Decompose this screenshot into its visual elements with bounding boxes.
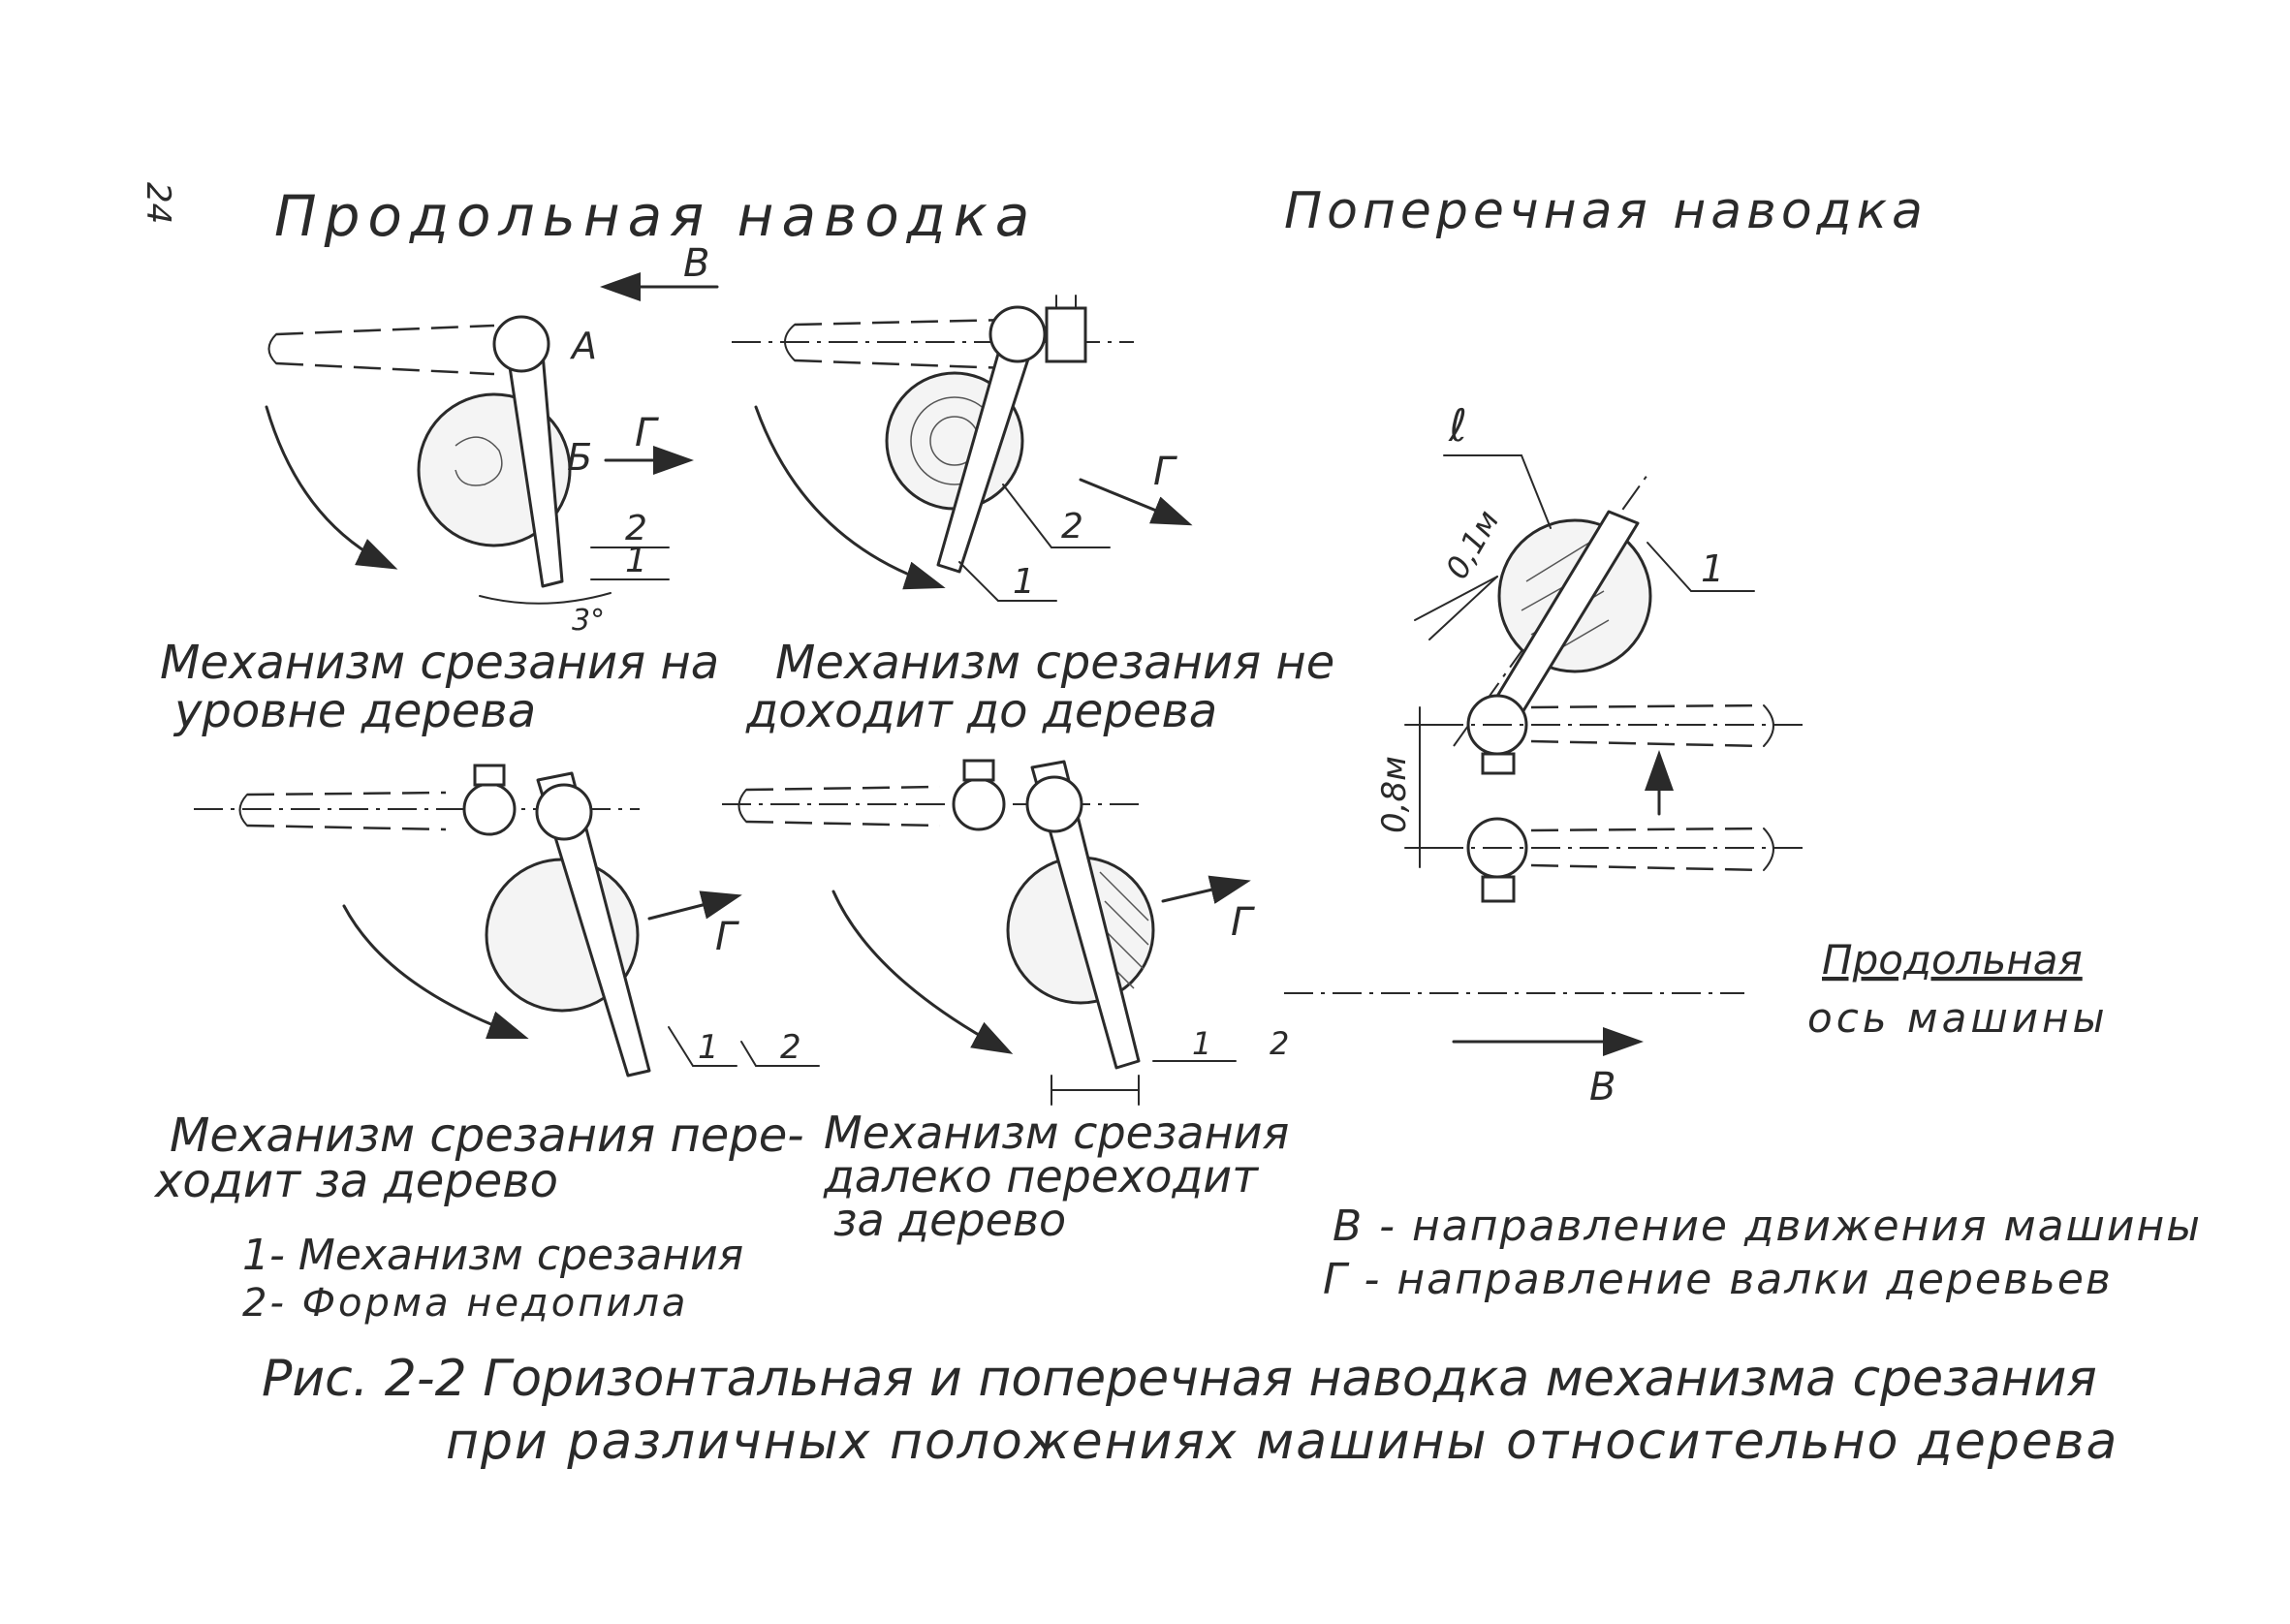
caption-3-line-2: ходит за дерево xyxy=(155,1154,558,1208)
point-a-label: А xyxy=(572,325,597,367)
mark-2: 2 xyxy=(1270,1025,1290,1062)
mark-1: 1 xyxy=(1192,1025,1212,1062)
mark-1: 1 xyxy=(1013,562,1035,602)
boom-dashed xyxy=(276,326,494,374)
angle-label: 3° xyxy=(572,604,606,638)
caption-2-line-1: Механизм срезания не xyxy=(775,636,1335,690)
pivot-hub xyxy=(494,317,549,371)
carriage-hub xyxy=(464,784,515,834)
boom-dashed xyxy=(247,793,446,829)
caption-3-line-1: Механизм срезания пере- xyxy=(170,1109,804,1163)
caption-4-line-1: Механизм срезания xyxy=(824,1107,1290,1159)
dim-08-label: 0,8м xyxy=(1375,756,1414,833)
legend-left-item-2: 2- Форма недопила xyxy=(242,1281,689,1326)
point-b-label: Б xyxy=(567,436,593,479)
panel-cut-at-tree-level xyxy=(267,317,688,638)
caption-4-line-2: далеко переходит xyxy=(824,1150,1258,1202)
direction-b-label-bottom: В xyxy=(1589,1065,1616,1109)
panel-passes-beyond-tree xyxy=(194,765,819,1076)
carriage-hub xyxy=(954,779,1004,829)
machine-axis-block xyxy=(1284,936,2109,1109)
boom-dashed xyxy=(795,320,1008,368)
felling-label: Г xyxy=(715,915,737,959)
legend-right-item-1: В - направление движения машины xyxy=(1333,1202,2202,1251)
panel-not-reaching-tree xyxy=(732,296,1187,602)
mark-1: 1 xyxy=(698,1028,719,1067)
mark-2: 2 xyxy=(780,1028,801,1067)
pivot-hub xyxy=(537,785,591,839)
axis-label-line-2: ось машины xyxy=(1807,994,2109,1042)
pivot-hub xyxy=(1027,777,1082,831)
panel-transverse-aiming xyxy=(1375,399,1803,901)
caption-1-line-1: Механизм срезания на xyxy=(160,636,720,690)
boom-dashed xyxy=(746,787,940,826)
angle-arc xyxy=(480,593,611,604)
legend-right-item-2: Г - направление валки деревьев xyxy=(1323,1255,2113,1304)
axis-label-line-1: Продольная xyxy=(1822,936,2083,984)
figure-caption-line-1: Рис. 2-2 Горизонтальная и поперечная наводка механизма срезания xyxy=(262,1350,2097,1408)
caption-4-line-3: за дерево xyxy=(833,1194,1067,1246)
mark-2: 2 xyxy=(625,509,647,548)
felling-label: Г xyxy=(1231,900,1253,945)
figure-caption-line-2: при различных положениях машины относительно дерева xyxy=(446,1413,2119,1471)
panel-far-beyond-tree xyxy=(722,761,1289,1105)
pivot-hub xyxy=(990,307,1045,361)
title-transverse: Поперечная наводка xyxy=(1284,182,1928,240)
dim-01-label: 0,1м xyxy=(1438,504,1507,585)
mark-2: 2 xyxy=(1061,507,1083,547)
legend-left-item-1: 1- Механизм срезания xyxy=(242,1231,744,1280)
felling-label: Г xyxy=(635,411,657,455)
boom-dashed-lower xyxy=(1531,828,1764,870)
title-longitudinal: Продольная наводка xyxy=(274,183,1038,249)
felling-arrow xyxy=(1163,882,1245,901)
page-number: 24 xyxy=(139,182,177,225)
felling-label: Г xyxy=(1153,450,1176,494)
dim-l-label: ℓ xyxy=(1449,399,1468,452)
caption-2-line-2: доходит до дерева xyxy=(746,684,1218,738)
swing-arc xyxy=(267,407,392,567)
mark-1: 1 xyxy=(625,541,647,580)
mark-1: 1 xyxy=(1701,547,1725,590)
swing-arc xyxy=(833,891,1008,1051)
caption-1-line-2: уровне дерева xyxy=(174,684,537,738)
direction-b-label-top: В xyxy=(683,241,710,286)
